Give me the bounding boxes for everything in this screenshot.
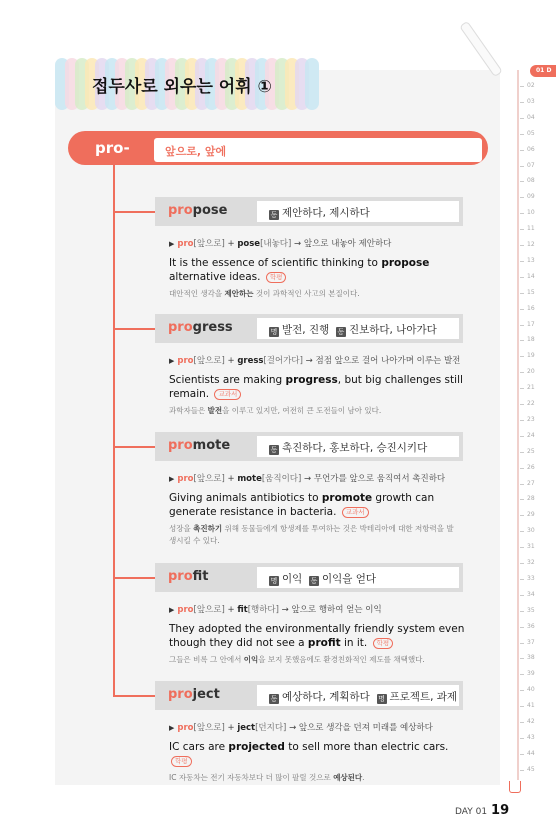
etymology: ▶ pro[앞으로] + ject[던지다] → 앞으로 생각을 던져 미래를 예상하다 <box>169 723 433 733</box>
ruler-tick: 07 <box>520 162 548 172</box>
pos-badge: 동 <box>270 695 278 703</box>
ruler-tick: 14 <box>520 273 548 283</box>
pos-badge: 동 <box>310 577 318 585</box>
tree-branch-line <box>113 328 155 330</box>
ruler-tick: 05 <box>520 130 548 140</box>
footer-day: DAY 01 <box>455 807 488 817</box>
tree-branch-line <box>113 446 155 448</box>
tree-branch-line <box>113 211 155 213</box>
word-header <box>155 681 463 710</box>
ruler-tick: 32 <box>520 559 548 569</box>
tree-branch-line <box>113 577 155 579</box>
etymology: ▶ pro[앞으로] + fit[행하다] → 앞으로 행하여 얻는 이익 <box>169 605 382 615</box>
ruler-tick: 02 <box>520 82 548 92</box>
word-header <box>155 563 463 592</box>
pos-badge: 명 <box>270 577 278 585</box>
ruler-tick: 23 <box>520 416 548 426</box>
ruler-tick: 12 <box>520 241 548 251</box>
ruler-tick: 45 <box>520 766 548 776</box>
source-badge: 학평 <box>171 756 192 767</box>
ruler-tick: 24 <box>520 432 548 442</box>
pos-badge: 명 <box>378 695 385 703</box>
ruler-tick: 11 <box>520 225 548 235</box>
headword: progress <box>168 320 233 335</box>
ruler-tick: 38 <box>520 654 548 664</box>
pos-badge: 동 <box>270 446 278 454</box>
triangle-bullet-icon: ▶ <box>169 724 175 732</box>
ruler-tick: 06 <box>520 146 548 156</box>
translation: IC 자동차는 전기 자동차보다 더 많이 팔릴 것으로 예상된다. <box>169 773 365 782</box>
page-number: 19 <box>491 803 510 818</box>
pos-badge: 명 <box>270 328 278 336</box>
ruler-tick: 36 <box>520 623 548 633</box>
headword: profit <box>168 569 209 584</box>
word-meaning: 동 촉진하다, 홍보하다, 승진시키다 <box>270 442 428 454</box>
day-ruler <box>520 58 548 788</box>
ruler-tick: 42 <box>520 718 548 728</box>
word-entry <box>155 681 465 784</box>
tree-branch-line <box>113 695 155 697</box>
word-meaning: 명 발전, 진행 동 진보하다, 나아가다 <box>270 324 437 336</box>
page-footer <box>455 803 509 818</box>
word-entry <box>155 314 465 417</box>
ruler-tick: 13 <box>520 257 548 267</box>
headword: promote <box>168 438 231 453</box>
ruler-tick: 35 <box>520 607 548 617</box>
page-background <box>55 70 500 785</box>
ruler-tick: 25 <box>520 448 548 458</box>
prefix-meaning: 앞으로, 앞에 <box>165 145 227 158</box>
ruler-tick: 37 <box>520 639 548 649</box>
straw-decoration <box>459 21 503 78</box>
source-badge: 학평 <box>266 272 287 283</box>
ruler-tick: 21 <box>520 384 548 394</box>
word-header <box>155 197 463 226</box>
ruler-tick: 04 <box>520 114 548 124</box>
ruler-tick: 27 <box>520 480 548 490</box>
ruler-tick: 15 <box>520 289 548 299</box>
ruler-tick: 41 <box>520 702 548 712</box>
ruler-tick: 43 <box>520 734 548 744</box>
translation: 대안적인 생각을 제안하는 것이 과학적인 사고의 본질이다. <box>169 289 360 298</box>
etymology: ▶ pro[앞으로] + pose[내놓다] → 앞으로 내놓아 제안하다 <box>169 239 392 249</box>
word-entry <box>155 197 465 300</box>
ruler-tick: 39 <box>520 670 548 680</box>
ruler-tick: 28 <box>520 495 548 505</box>
ruler-tick: 34 <box>520 591 548 601</box>
etymology: ▶ pro[앞으로] + mote[움직이다] → 무언가를 앞으로 움직여서 촉진하다 <box>169 474 446 484</box>
translation: 과학자들은 발전을 이루고 있지만, 여전히 큰 도전들이 남아 있다. <box>169 406 382 415</box>
ruler-tick: 10 <box>520 209 548 219</box>
day-tab: 01 D <box>530 65 556 77</box>
translation: 그들은 비록 그 안에서 이익을 보지 못했음에도 환경친화적인 제도를 채택했다. <box>169 655 425 664</box>
page-title: 접두사로 외우는 어휘 ① <box>92 77 272 97</box>
source-badge: 교과서 <box>342 507 369 518</box>
example-sentence: Scientists are making progress, but big challenges still remain. 교과서 <box>169 374 463 400</box>
ruler-tick: 31 <box>520 543 548 553</box>
word-meaning: 동 예상하다, 계획하다 명 프로젝트, 과제 <box>270 691 458 703</box>
ruler-tick: 44 <box>520 750 548 760</box>
ruler-tick: 22 <box>520 400 548 410</box>
tree-trunk-line <box>113 165 115 697</box>
word-entry <box>155 432 465 547</box>
ruler-tick: 29 <box>520 511 548 521</box>
pos-badge: 동 <box>270 211 278 219</box>
source-badge: 학평 <box>373 638 394 649</box>
ruler-tick: 33 <box>520 575 548 585</box>
ruler-tick: 09 <box>520 193 548 203</box>
example-sentence: They adopted the environmentally friendly system even though they did not see a profit in it. 학평 <box>169 623 465 649</box>
word-header <box>155 432 463 461</box>
example-sentence: It is the essence of scientific thinking to propose alternative ideas. 학평 <box>169 257 430 283</box>
ruler-tick: 08 <box>520 177 548 187</box>
word-entry <box>155 563 465 666</box>
triangle-bullet-icon: ▶ <box>169 357 175 365</box>
example-sentence: IC cars are projected to sell more than electric cars. 학평 <box>169 741 449 765</box>
headword: propose <box>168 203 228 218</box>
translation: 성장을 촉진하기 위해 동물들에게 항생제를 투여하는 것은 박테리아에 대한 저항력을 발생시킬 수 있다. <box>169 524 454 545</box>
ruler-tick: 26 <box>520 464 548 474</box>
ruler-line <box>517 70 519 780</box>
ruler-tick: 03 <box>520 98 548 108</box>
ruler-tick: 30 <box>520 527 548 537</box>
word-header <box>155 314 463 343</box>
ruler-tick: 17 <box>520 321 548 331</box>
triangle-bullet-icon: ▶ <box>169 475 175 483</box>
prefix-label: pro- <box>95 139 130 157</box>
headword: project <box>168 687 220 702</box>
ruler-tick: 18 <box>520 336 548 346</box>
source-badge: 교과서 <box>214 389 241 400</box>
ruler-tick: 40 <box>520 686 548 696</box>
example-sentence: Giving animals antibiotics to promote growth can generate resistance in bacteria. 교과서 <box>169 492 435 518</box>
word-meaning: 동 제안하다, 제시하다 <box>270 207 370 219</box>
triangle-bullet-icon: ▶ <box>169 606 175 614</box>
ruler-tick: 20 <box>520 368 548 378</box>
cup-icon <box>509 781 521 793</box>
ruler-tick: 16 <box>520 305 548 315</box>
ruler-tick: 19 <box>520 352 548 362</box>
word-meaning: 명 이익 동 이익을 얻다 <box>270 573 377 585</box>
etymology: ▶ pro[앞으로] + gress[걸어가다] → 점점 앞으로 걸어 나아가며 이루는 발전 <box>169 356 461 366</box>
pos-badge: 동 <box>337 328 345 336</box>
triangle-bullet-icon: ▶ <box>169 240 175 248</box>
